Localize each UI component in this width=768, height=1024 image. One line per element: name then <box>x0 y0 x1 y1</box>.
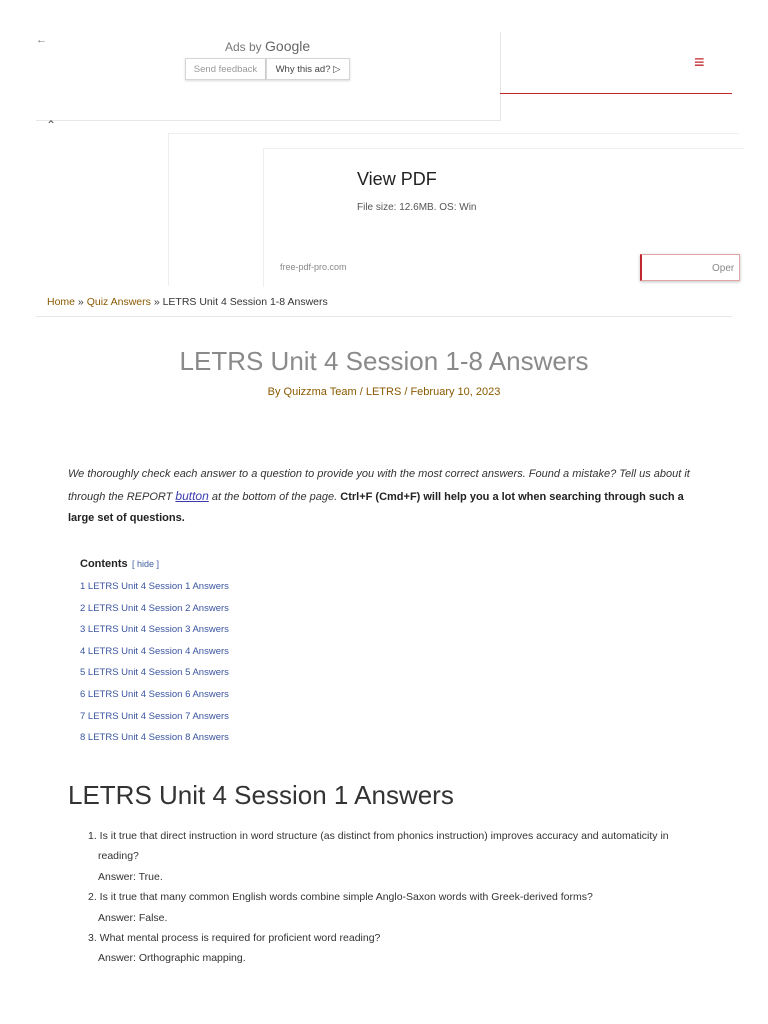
toc-item[interactable]: 2 LETRS Unit 4 Session 2 Answers <box>80 602 229 614</box>
question-text: 2. Is it true that many common English words combine simple Anglo-Saxon words with Greek-derived forms? <box>88 891 593 904</box>
toc-item[interactable]: 1 LETRS Unit 4 Session 1 Answers <box>80 581 229 592</box>
question-text: 3. What mental process is required for proficient word reading? <box>88 932 381 945</box>
header-divider <box>500 93 732 94</box>
toc-item[interactable]: 8 LETRS Unit 4 Session 8 Answers <box>80 732 229 744</box>
pdf-ad-title[interactable]: View PDF <box>357 169 437 189</box>
back-arrow-icon[interactable]: ← <box>36 34 47 46</box>
report-button-link[interactable]: button <box>175 488 209 503</box>
breadcrumb-current: LETRS Unit 4 Session 1-8 Answers <box>162 296 328 308</box>
pdf-ad-open-button[interactable]: Oper <box>640 254 740 281</box>
google-label: Google <box>265 38 311 54</box>
toc-item[interactable]: 3 LETRS Unit 4 Session 3 Answers <box>80 624 229 636</box>
answer-text: Answer: True. <box>98 870 163 883</box>
breadcrumb-quiz-answers[interactable]: Quiz Answers <box>86 296 151 308</box>
page-title: LETRS Unit 4 Session 1-8 Answers <box>179 346 589 376</box>
breadcrumb-divider <box>36 316 732 317</box>
section-title: LETRS Unit 4 Session 1 Answers <box>68 780 454 810</box>
toc-heading: Contents <box>80 558 128 570</box>
toc-item[interactable]: 4 LETRS Unit 4 Session 4 Answers <box>80 645 229 657</box>
toc-item[interactable]: 7 LETRS Unit 4 Session 7 Answers <box>80 710 229 722</box>
ads-by-label: Ads by <box>225 40 262 54</box>
breadcrumb-sep: » <box>150 296 163 308</box>
intro-paragraph <box>68 464 708 530</box>
question-text: 1. Is it true that direct instruction in word structure (as distinct from phonics instruction) improves accuracy and automaticity in reading? <box>88 830 669 863</box>
breadcrumb <box>47 296 328 308</box>
toc-hide-toggle[interactable]: [ hide ] <box>132 559 160 569</box>
byline[interactable]: By Quizzma Team / LETRS / February 10, 2023 <box>267 386 501 398</box>
ads-by-google <box>225 38 310 54</box>
hamburger-menu-icon[interactable]: ≡ <box>694 52 705 72</box>
pdf-ad-domain: free-pdf-pro.com <box>280 262 347 272</box>
intro-bold: Ctrl+F (Cmd+F) will help you a lot when searching through such a large set of questions. <box>68 490 684 524</box>
toc-item[interactable]: 5 LETRS Unit 4 Session 5 Answers <box>80 667 229 679</box>
intro-italic: We thoroughly check each answer to a question to provide you with the most correct answers. Found a mistake? Tell us about it through the REPORT <box>68 468 690 503</box>
answer-text: Answer: Orthographic mapping. <box>98 952 246 965</box>
intro-italic-2: at the bottom of the page. <box>208 490 341 503</box>
answer-text: Answer: False. <box>98 911 168 924</box>
breadcrumb-sep: » <box>75 296 87 308</box>
collapse-caret-icon[interactable]: ⌃ <box>46 118 57 132</box>
pdf-ad-meta: File size: 12.6MB. OS: Win <box>357 202 477 213</box>
send-feedback-button[interactable]: Send feedback <box>185 58 266 80</box>
toc-list <box>80 580 229 753</box>
toc-item[interactable]: 6 LETRS Unit 4 Session 6 Answers <box>80 688 229 700</box>
why-this-ad-button[interactable]: Why this ad? ▷ <box>266 58 350 80</box>
question-list <box>88 826 688 969</box>
breadcrumb-home[interactable]: Home <box>47 296 76 308</box>
